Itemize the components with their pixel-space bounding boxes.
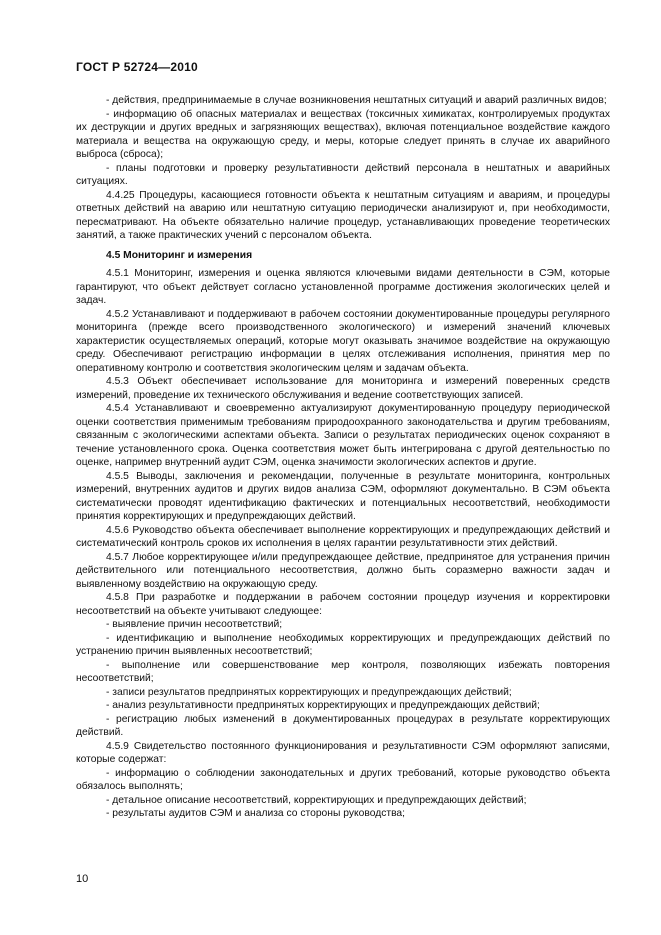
clause-paragraph: 4.5.7 Любое корректирующее и/или предупреждающее действие, предпринятое для устранения причин действительного или потенциального несоответствия, должно быть соразмерно важности задач и выявленному воздействию на окружающую среду. [76,551,610,590]
clause-paragraph: 4.5.6 Руководство объекта обеспечивает выполнение корректирующих и предупреждающих действий и систематический контроль сроков их исполнения в целях гарантии результативности этих действий. [76,524,610,549]
list-item: - информацию о соблюдении законодательных и других требований, которые руководство объекта обязалось выполнять; [76,767,610,792]
list-item: - выполнение или совершенствование мер контроля, позволяющих избежать повторения несоответствий; [76,659,610,684]
clause-paragraph: 4.5.1 Мониторинг, измерения и оценка являются ключевыми видами деятельности в СЭМ, которые гарантируют, что объект действует согласно установленной программе достижения экологических целей и задач. [76,268,610,306]
document-body [76,94,610,821]
list-item: - информацию об опасных материалах и веществах (токсичных химикатах, контролируемых продуктах их деструкции и других вредных и загрязняющих веществах), включая потенциальное воздействие каждого материала и вещества на окружающую среду, и меры, которые следует принять в случае их аварийного выброса (сброса); [76,108,610,160]
list-item: - записи результатов предпринятых корректирующих и предупреждающих действий; [106,686,512,698]
clause-paragraph: 4.5.2 Устанавливают и поддерживают в рабочем состоянии документированные процедуры регулярного мониторинга (прежде всего производственного экологического) и измерений значений ключевых характеристик осуществляемых операций, которые могут оказывать значимое воздействие на окружающую среду. Обеспечивают регистрацию информации в целях отслеживания исполнения, принятия мер по оперативному контролю и соответствия экологическим целям и задачам объекта. [76,308,610,374]
clause-paragraph: 4.5.4 Устанавливают и своевременно актуализируют документированную процедуру периодической оценки соответствия применимым требованиям природоохранного законодательства и другим требованиям, связанным с экологическими аспектами объекта. Записи о результатах периодических оценок сохраняют в течение установленного срока. Оценка соответствия может быть интегрирована с другой деятельностью по оценке, например внутренний аудит СЭМ, оценка значимости экологических аспектов и другие. [76,403,610,468]
list-item: - выявление причин несоответствий; [106,619,283,630]
clause-paragraph: 4.5.3 Объект обеспечивает использование для мониторинга и измерений поверенных средств измерений, проведение их технического обслуживания и ведение соответствующих записей. [76,376,610,401]
clause-paragraph: 4.5.5 Выводы, заключения и рекомендации, полученные в результате мониторинга, контрольных измерений, внутренних аудитов и других видов анализа СЭМ, оформляют документально. В СЭМ объекта систематически проводят идентификацию фактических и потенциальных несоответствий, необходимости принятия корректирующих и предупреждающих действий. [76,470,610,522]
list-item: - планы подготовки и проверку результативности действий персонала в нештатных и аварийных ситуациях. [76,162,610,187]
document-header: ГОСТ Р 52724—2010 [76,60,198,74]
clause-paragraph: 4.5.9 Свидетельство постоянного функционирования и результативности СЭМ оформляют записями, которые содержат: [76,740,610,765]
clause-paragraph: 4.4.25 Процедуры, касающиеся готовности объекта к нештатным ситуациям и авариям, и процедуры ответных действий на аварию или нештатную ситуацию периодически анализируют и, при необходимости, пересматривают. На объекте обязательно наличие процедур, устанавливающих проведение теоретических занятий, а также практических учений с персоналом объекта. [76,189,610,241]
page-number: 10 [76,873,89,885]
list-item: - результаты аудитов СЭМ и анализа со стороны руководства; [106,808,406,819]
list-item: - детальное описание несоответствий, корректирующих и предупреждающих действий; [106,794,527,806]
list-item: - регистрацию любых изменений в документированных процедурах в результате корректирующих действий. [76,713,610,738]
list-item: - идентификацию и выполнение необходимых корректирующих и предупреждающих действий по устранению причин выявленных несоответствий; [76,632,610,657]
list-item: - анализ результативности предпринятых корректирующих и предупреждающих действий; [106,700,540,711]
clause-paragraph: 4.5.8 При разработке и поддержании в рабочем состоянии процедур изучения и корректировки несоответствий на объекте учитывают следующее: [76,592,610,617]
section-heading: 4.5 Мониторинг и измерения [106,249,253,261]
list-item: - действия, предпринимаемые в случае возникновения нештатных ситуаций и аварий различных видов; [106,95,607,106]
